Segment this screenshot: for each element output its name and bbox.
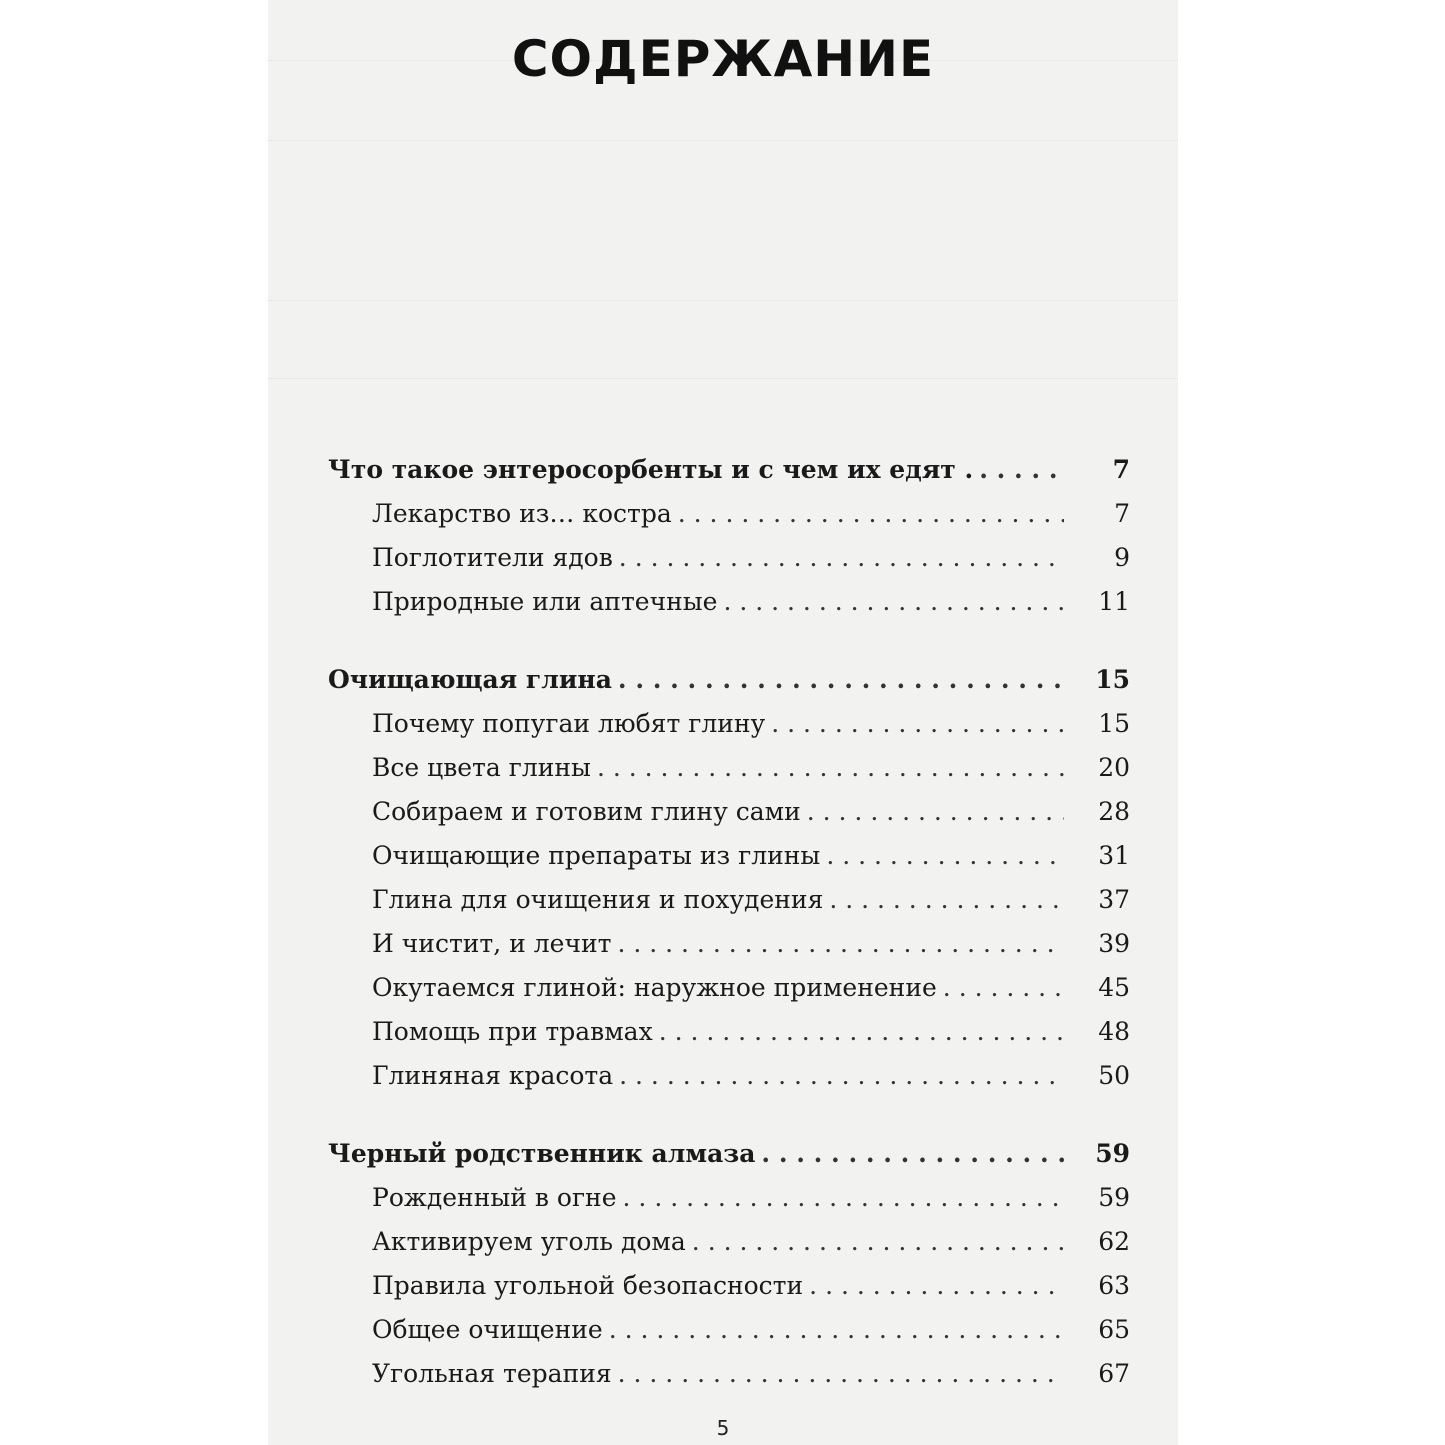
chapter-title: Что такое энтеросорбенты и с чем их едят . [328,455,974,484]
subsection-title: И чистит, и лечит [372,929,612,958]
subsection-page-number: 9 [1114,543,1130,572]
dot-leader [761,1132,1064,1176]
subsection-title: Угольная терапия [372,1359,612,1388]
dot-leader [618,1352,1064,1396]
bleed-through-line [268,140,1178,151]
subsection-page-number: 45 [1098,973,1130,1002]
toc-subsection-entry[interactable] [328,1176,1130,1220]
subsection-page-number: 65 [1098,1315,1130,1344]
subsection-title: Поглотители ядов [372,543,613,572]
toc-chapter-entry[interactable] [328,658,1130,702]
chapter-title: Очищающая глина [328,665,612,694]
subsection-title: Общее очищение [372,1315,603,1344]
toc-section [328,1132,1130,1396]
toc-subsection-entry[interactable] [328,1010,1130,1054]
subsection-page-number: 50 [1098,1061,1130,1090]
toc-subsection-entry[interactable] [328,1054,1130,1098]
subsection-title: Глина для очищения и похудения [372,885,824,914]
subsection-title: Окутаемся глиной: наружное применение [372,973,937,1002]
dot-leader [979,448,1064,492]
dot-leader [809,1264,1064,1308]
dot-leader [597,746,1064,790]
toc-subsection-entry[interactable] [328,1308,1130,1352]
toc-chapter-entry[interactable] [328,1132,1130,1176]
subsection-title: Все цвета глины [372,753,591,782]
toc-subsection-entry[interactable] [328,702,1130,746]
subsection-title: Рожденный в огне [372,1183,617,1212]
dot-leader [829,878,1064,922]
subsection-title: Почему попугаи любят глину [372,709,766,738]
subsection-page-number: 39 [1098,929,1130,958]
subsection-title: Природные или аптечные [372,587,718,616]
dot-leader [826,834,1064,878]
dot-leader [678,492,1064,536]
subsection-page-number: 67 [1098,1359,1130,1388]
chapter-page-number: 59 [1095,1139,1130,1168]
subsection-page-number: 48 [1098,1017,1130,1046]
bleed-through-line [268,300,1178,311]
subsection-page-number: 62 [1098,1227,1130,1256]
toc-subsection-entry[interactable] [328,746,1130,790]
subsection-title: Собираем и готовим глину сами [372,797,801,826]
toc-subsection-entry[interactable] [328,966,1130,1010]
toc-subsection-entry[interactable] [328,922,1130,966]
toc-chapter-entry[interactable] [328,448,1130,492]
toc-subsection-entry[interactable] [328,878,1130,922]
subsection-title: Глиняная красота [372,1061,614,1090]
subsection-page-number: 63 [1098,1271,1130,1300]
subsection-title: Помощь при травмах [372,1017,653,1046]
chapter-page-number: 15 [1095,665,1130,694]
dot-leader [943,966,1064,1010]
toc-subsection-entry[interactable] [328,790,1130,834]
subsection-title: Активируем уголь дома [372,1227,686,1256]
toc-subsection-entry[interactable] [328,1352,1130,1396]
subsection-page-number: 28 [1098,797,1130,826]
dot-leader [723,580,1064,624]
subsection-page-number: 20 [1098,753,1130,782]
subsection-page-number: 15 [1098,709,1130,738]
toc-subsection-entry[interactable] [328,1264,1130,1308]
table-of-contents [328,448,1130,1430]
chapter-page-number: 7 [1112,455,1130,484]
toc-subsection-entry[interactable] [328,834,1130,878]
dot-leader [659,1010,1064,1054]
dot-leader [619,536,1064,580]
dot-leader [619,1054,1064,1098]
dot-leader [807,790,1064,834]
dot-leader [618,658,1064,702]
bleed-through-line [268,378,1178,389]
subsection-page-number: 7 [1114,499,1130,528]
page-number: 5 [716,1416,730,1440]
page-title: СОДЕРЖАНИЕ [511,30,935,88]
book-page [268,0,1178,1445]
toc-section [328,658,1130,1098]
subsection-title: Правила угольной безопасности [372,1271,804,1300]
dot-leader [771,702,1064,746]
subsection-title: Очищающие препараты из глины [372,841,821,870]
subsection-page-number: 31 [1098,841,1130,870]
toc-subsection-entry[interactable] [328,536,1130,580]
toc-subsection-entry[interactable] [328,1220,1130,1264]
dot-leader [609,1308,1064,1352]
dot-leader [623,1176,1064,1220]
dot-leader [617,922,1064,966]
toc-subsection-entry[interactable] [328,580,1130,624]
chapter-title: Черный родственник алмаза [328,1139,756,1168]
subsection-page-number: 11 [1098,587,1130,616]
subsection-page-number: 59 [1098,1183,1130,1212]
subsection-title: Лекарство из… костра [372,499,672,528]
toc-subsection-entry[interactable] [328,492,1130,536]
toc-section [328,448,1130,624]
subsection-page-number: 37 [1098,885,1130,914]
dot-leader [692,1220,1064,1264]
